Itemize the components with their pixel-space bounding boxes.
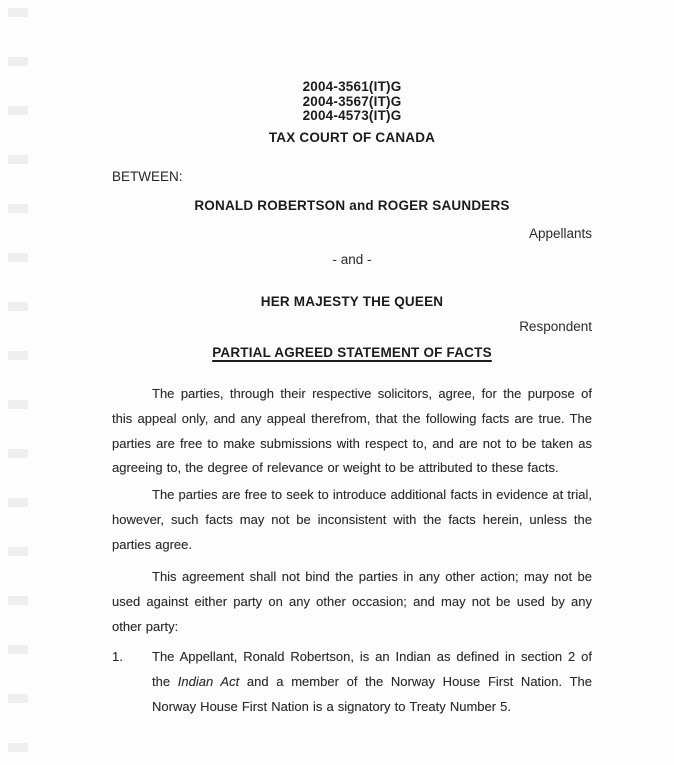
respondent-role-label: Respondent [519,319,592,334]
document-title: PARTIAL AGREED STATEMENT OF FACTS [212,345,492,360]
respondent-name: HER MAJESTY THE QUEEN [260,294,444,309]
and-separator: - and - [332,252,372,267]
case-number-line: 2004-3567(IT)G [302,93,402,109]
item-text-italic: Indian Act [177,673,240,689]
appellant-names: RONALD ROBERTSON and ROGER SAUNDERS [194,198,510,213]
item-text-before: The Appellant, Ronald Robertson, is an Indian as defined in section 2 of the [152,649,592,689]
paragraph: The parties, through their respective solicitors, agree, for the purpose of this appeal only, and any appeal therefrom, that the following facts are true. The parties are free to make submissions with respect to, and are not to be taken as agreeing to, the degree of relevance or weight to be attributed to these facts. [112,386,592,476]
case-number-line: 2004-4573(IT)G [302,108,402,123]
appellants-role-label: Appellants [528,226,592,241]
scan-artifact-strip [8,8,28,758]
item-text-after: and a member of the Norway House First Nation. The Norway House First Nation is a signatory to Treaty Number 5. [152,673,592,714]
court-name: TAX COURT OF CANADA [268,130,436,145]
numbered-item [152,645,592,719]
paragraph: The parties are free to seek to introduce additional facts in evidence at trial, however, such facts may not be inconsistent with the facts herein, unless the parties agree. [112,487,592,552]
paragraph: This agreement shall not bind the parties in any other action; may not be used against either party on any other occasion; and may not be used by any other party: [112,569,592,634]
case-number-line: 2004-3561(IT)G [302,79,402,94]
item-number: 1. [112,649,123,664]
between-label: BETWEEN: [112,169,183,184]
case-numbers [112,80,592,124]
